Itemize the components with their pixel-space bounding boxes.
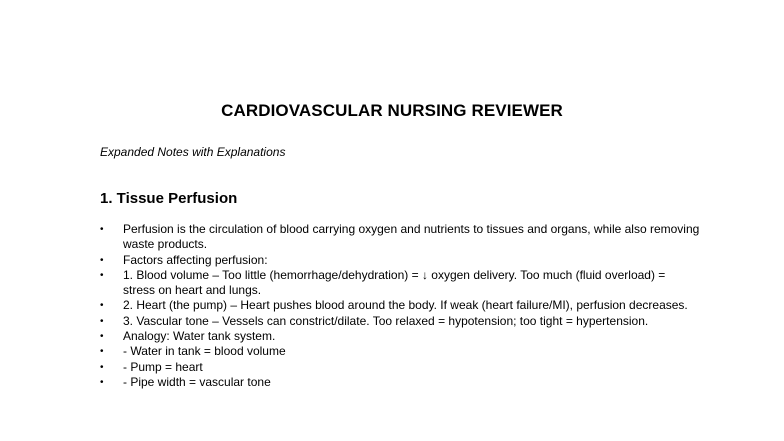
bullet-icon: • [100, 254, 104, 266]
bullet-icon: • [100, 361, 104, 373]
section-heading: 1. Tissue Perfusion [100, 190, 238, 207]
bullet-icon: • [100, 300, 104, 312]
bullet-icon: • [100, 346, 104, 358]
list-item [100, 222, 700, 253]
list-item-text: 3. Vascular tone – Vessels can constrict/dilate. Too relaxed = hypotension; too tight = hypertension. [123, 313, 649, 328]
list-item [100, 360, 700, 375]
document-title: CARDIOVASCULAR NURSING REVIEWER [221, 101, 563, 120]
bullet-icon: • [100, 376, 104, 388]
list-item-text: 2. Heart (the pump) – Heart pushes blood around the body. If weak (heart failure/MI), perfusion decreases. [123, 298, 688, 313]
list-item-text: Factors affecting perfusion: [123, 252, 268, 267]
bullet-list [100, 222, 700, 390]
list-item-text: - Water in tank = blood volume [123, 344, 286, 359]
list-item-text: 1. Blood volume – Too little (hemorrhage/dehydration) = ↓ oxygen delivery. Too much (fluid overload) = stress on heart and lungs. [123, 267, 666, 298]
list-item-text: - Pump = heart [123, 359, 203, 374]
list-item [100, 375, 700, 390]
list-item [100, 253, 700, 268]
list-item [100, 298, 700, 313]
list-item [100, 344, 700, 359]
list-item-text: Analogy: Water tank system. [123, 329, 276, 344]
bullet-icon: • [100, 269, 104, 281]
bullet-icon: • [100, 224, 104, 235]
document-subtitle: Expanded Notes with Explanations [100, 145, 286, 159]
list-item [100, 268, 700, 299]
list-item [100, 329, 700, 344]
bullet-icon: • [100, 315, 104, 327]
list-item-text: Perfusion is the circulation of blood carrying oxygen and nutrients to tissues and organs, while also removing waste products. [123, 222, 700, 252]
bullet-icon: • [100, 331, 104, 343]
list-item-text: - Pipe width = vascular tone [123, 374, 271, 389]
list-item [100, 314, 700, 329]
